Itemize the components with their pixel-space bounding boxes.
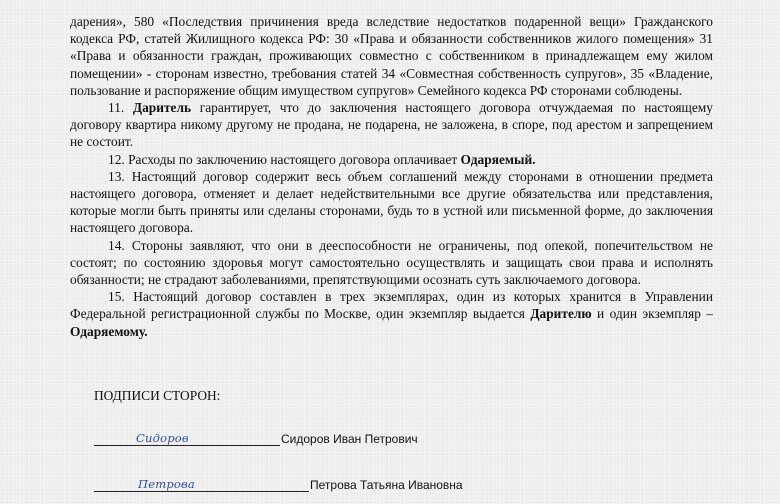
paragraph-15-text: 15. Настоящий договор составлен в трех экземплярах, один из которых хранится в Управлении Федеральной регистрационной службы по Москве, один экземпляр выдается <box>70 289 713 322</box>
handwritten-signature: Сидоров <box>136 431 189 445</box>
signatory-name: Петрова Татьяна Ивановна <box>310 478 463 492</box>
paragraph-15-mid: и один экземпляр – <box>597 306 713 322</box>
handwritten-signature: Петрова <box>138 477 195 491</box>
signature-row <box>94 477 463 492</box>
signature-line <box>94 431 280 446</box>
paragraph-continuation: дарения», 580 «Последствия причинения вреда вследствие недостатков подаренной вещи» Гражданского кодекса РФ, статей Жилищного кодекса РФ: 30 «Права и обязанности собственников жилого помещения» 31 «Права и обязанности граждан, проживающих совместно с собственником в принадлежащем ему жилом помещении» - сторонам известно, требования статей 34 «Совместная собственность супругов», 35 «Владение, пользование и распоряжение общим имуществом супругов» Семейного кодекса РФ сторонами соблюдены. <box>70 14 713 98</box>
paragraph-15 <box>70 288 713 340</box>
paragraph-12-donee: Одаряемый. <box>460 151 536 167</box>
paragraph-12-text: 12. Расходы по заключению настоящего договора оплачивает <box>108 151 458 167</box>
paragraph-11-donor: Даритель <box>132 100 192 116</box>
paragraph-14: 14. Стороны заявляют, что они в дееспособности не ограничены, под опекой, попечительством не состоят; по состоянию здоровья могут самостоятельно осуществлять и защищать свои права и исполнять обязанности; не страдают заболеваниями, препятствующими осознать суть заключаемого договора. <box>70 237 713 288</box>
paragraph-12 <box>70 151 713 168</box>
paragraph-11-number: 11. <box>108 100 125 116</box>
paragraph-11 <box>70 99 713 151</box>
signature-row <box>94 431 418 446</box>
paragraph-15-donor: Дарителю <box>530 306 592 322</box>
paragraph-11-text: гарантирует, что до заключения настоящего договора отчуждаемая по настоящему договору квартира никому другому не продана, не подарена, не заложена, в споре, под арестом и запрещением не состоит. <box>70 100 713 150</box>
contract-body <box>70 13 713 340</box>
signatory-name: Сидоров Иван Петрович <box>281 432 418 446</box>
signature-line <box>94 477 309 492</box>
signatures-heading: ПОДПИСИ СТОРОН: <box>94 388 221 403</box>
paragraph-13: 13. Настоящий договор содержит весь объем соглашений между сторонами в отношении предмета настоящего договора, отменяет и делает недействительными все другие обязательства или представления, которые могли быть приняты или сделаны сторонами, будь то в устной или письменной форме, до заключения настоящего договора. <box>70 168 713 236</box>
paragraph-15-donee: Одаряемому. <box>70 323 148 339</box>
